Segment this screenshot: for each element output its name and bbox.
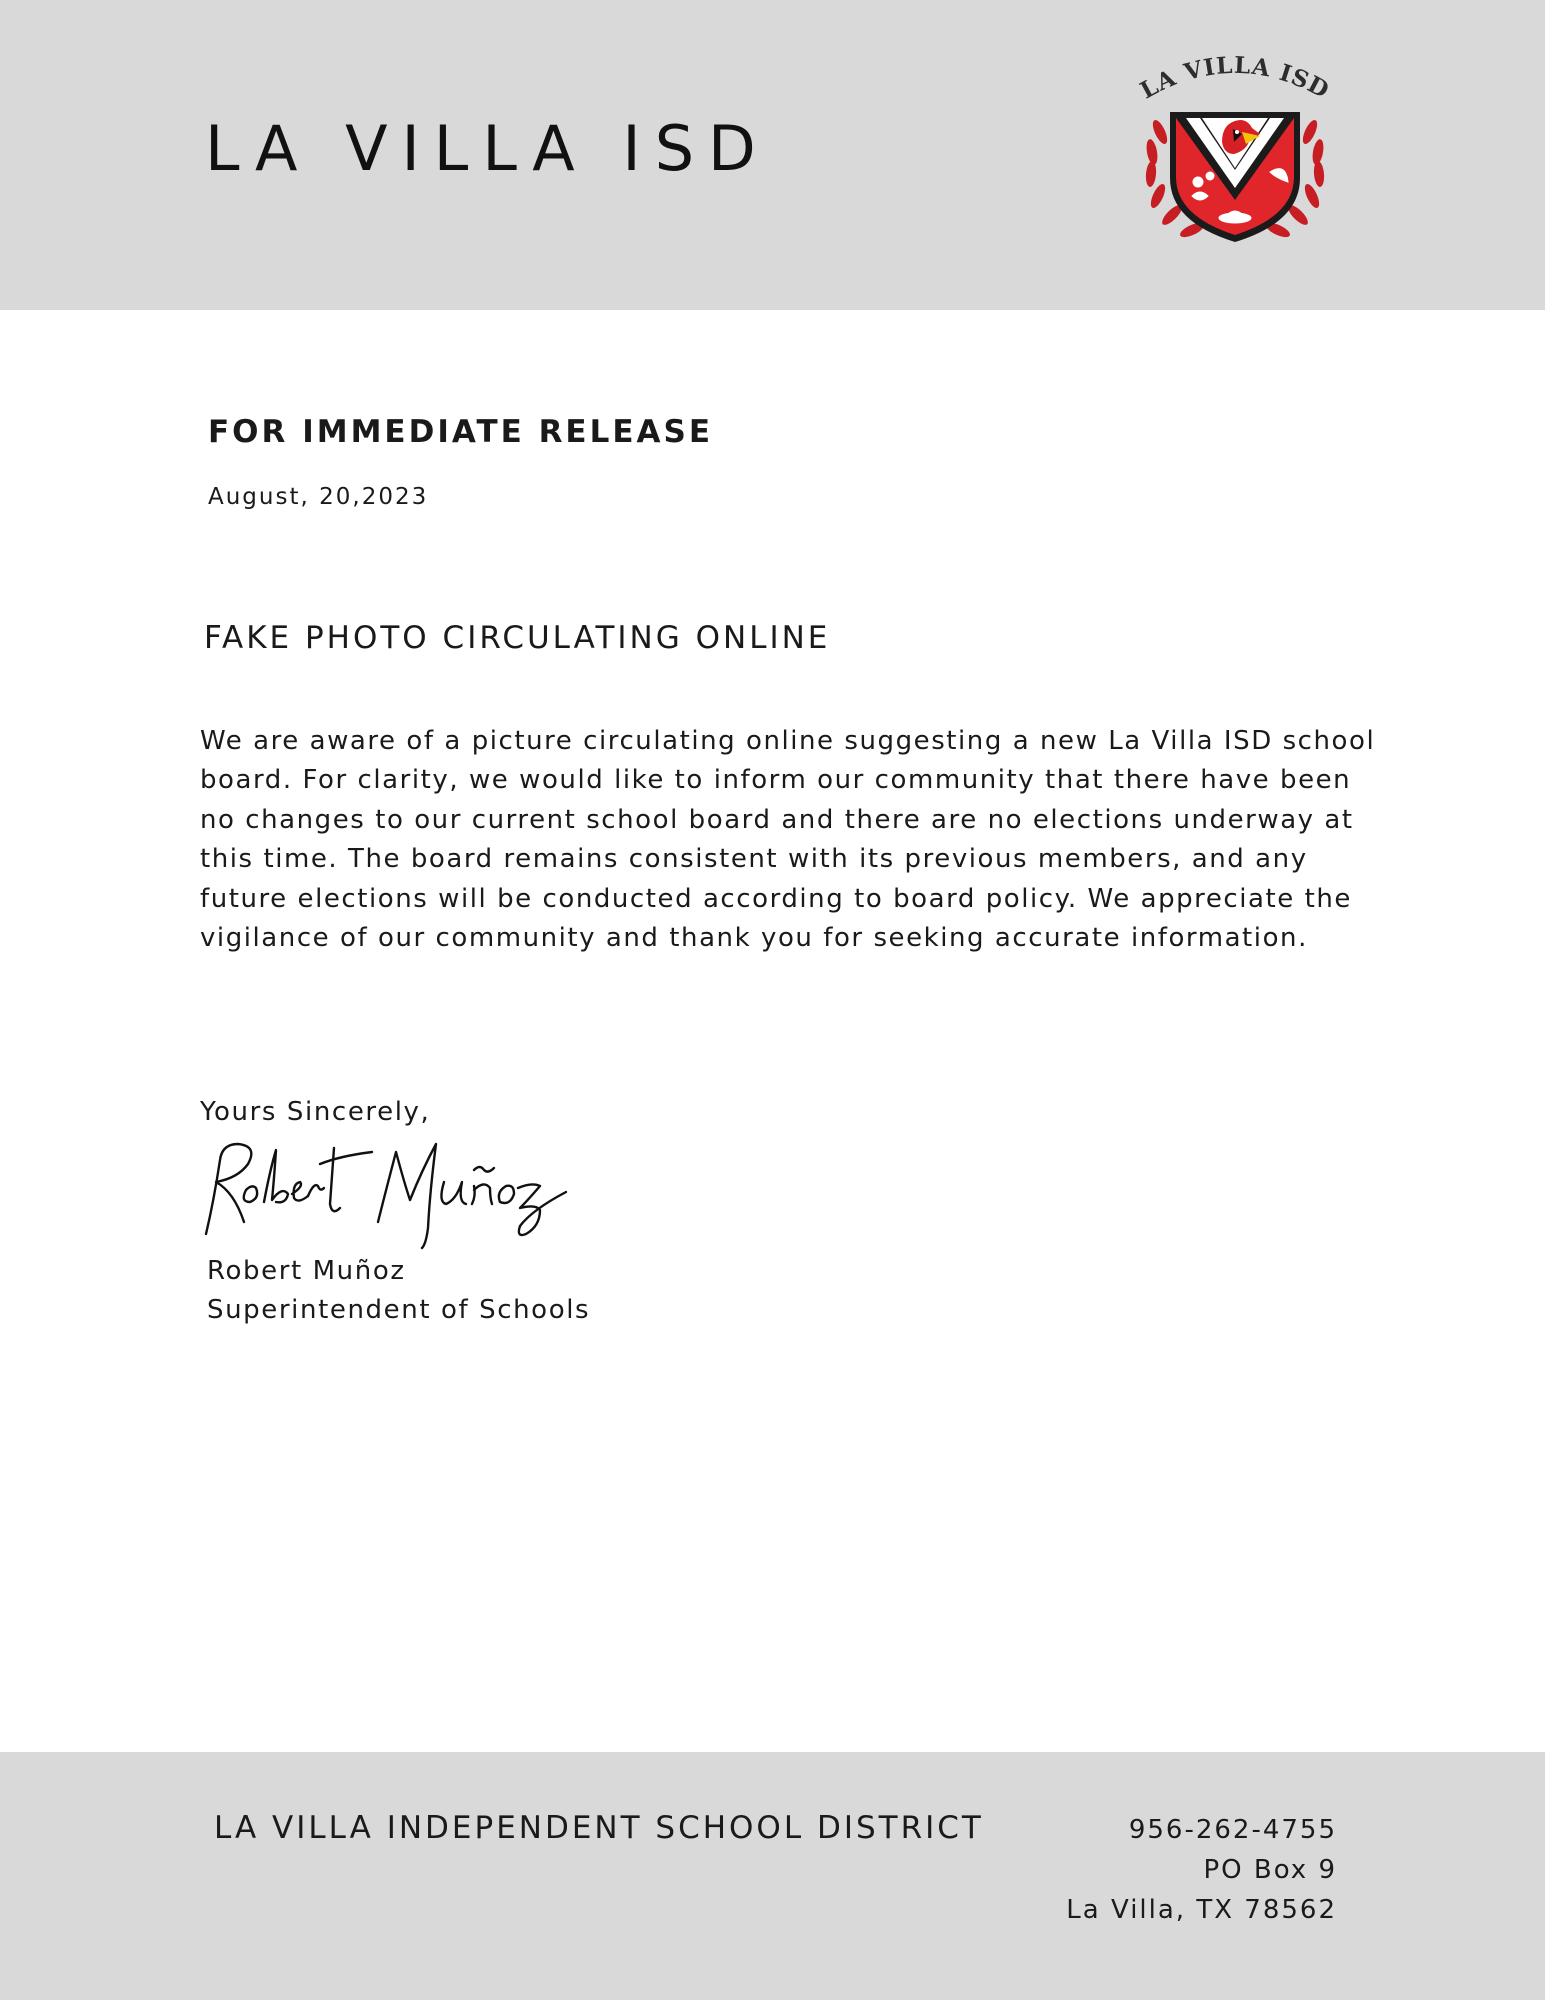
svg-text:LA VILLA ISD bbox=[1136, 52, 1334, 105]
footer-address-line: La Villa, TX 78562 bbox=[1066, 1895, 1337, 1925]
signer-title: Superintendent of Schools bbox=[207, 1295, 591, 1325]
body-line: no changes to our current school board and there are no elections underway at bbox=[200, 804, 1354, 835]
footer-phone: 956-262-4755 bbox=[1128, 1815, 1337, 1845]
footer-district-name: LA VILLA INDEPENDENT SCHOOL DISTRICT bbox=[214, 1810, 984, 1846]
signer-name: Robert Muñoz bbox=[207, 1256, 406, 1286]
body-line: this time. The board remains consistent with its previous members, and any bbox=[200, 844, 1308, 875]
release-label: FOR IMMEDIATE RELEASE bbox=[208, 414, 714, 450]
footer-address-line: PO Box 9 bbox=[1203, 1855, 1337, 1885]
footer-contact bbox=[1066, 1810, 1337, 1930]
body-line: board. For clarity, we would like to inform our community that there have been bbox=[200, 765, 1352, 796]
release-date: August, 20,2023 bbox=[208, 484, 429, 510]
body-line: future elections will be conducted according to board policy. We appreciate the bbox=[200, 883, 1352, 914]
handwritten-signature bbox=[200, 1130, 570, 1250]
headline: FAKE PHOTO CIRCULATING ONLINE bbox=[204, 620, 831, 656]
body-paragraph bbox=[200, 722, 1376, 958]
closing-salutation: Yours Sincerely, bbox=[200, 1097, 431, 1127]
crest-lettering: LA VILLA ISD bbox=[1135, 51, 1335, 105]
district-crest-logo bbox=[1130, 50, 1340, 250]
page-title: LA VILLA ISD bbox=[205, 112, 770, 185]
body-line: We are aware of a picture circulating online suggesting a new La Villa ISD school bbox=[200, 726, 1376, 756]
body-line: vigilance of our community and thank you for seeking accurate information. bbox=[200, 923, 1308, 954]
